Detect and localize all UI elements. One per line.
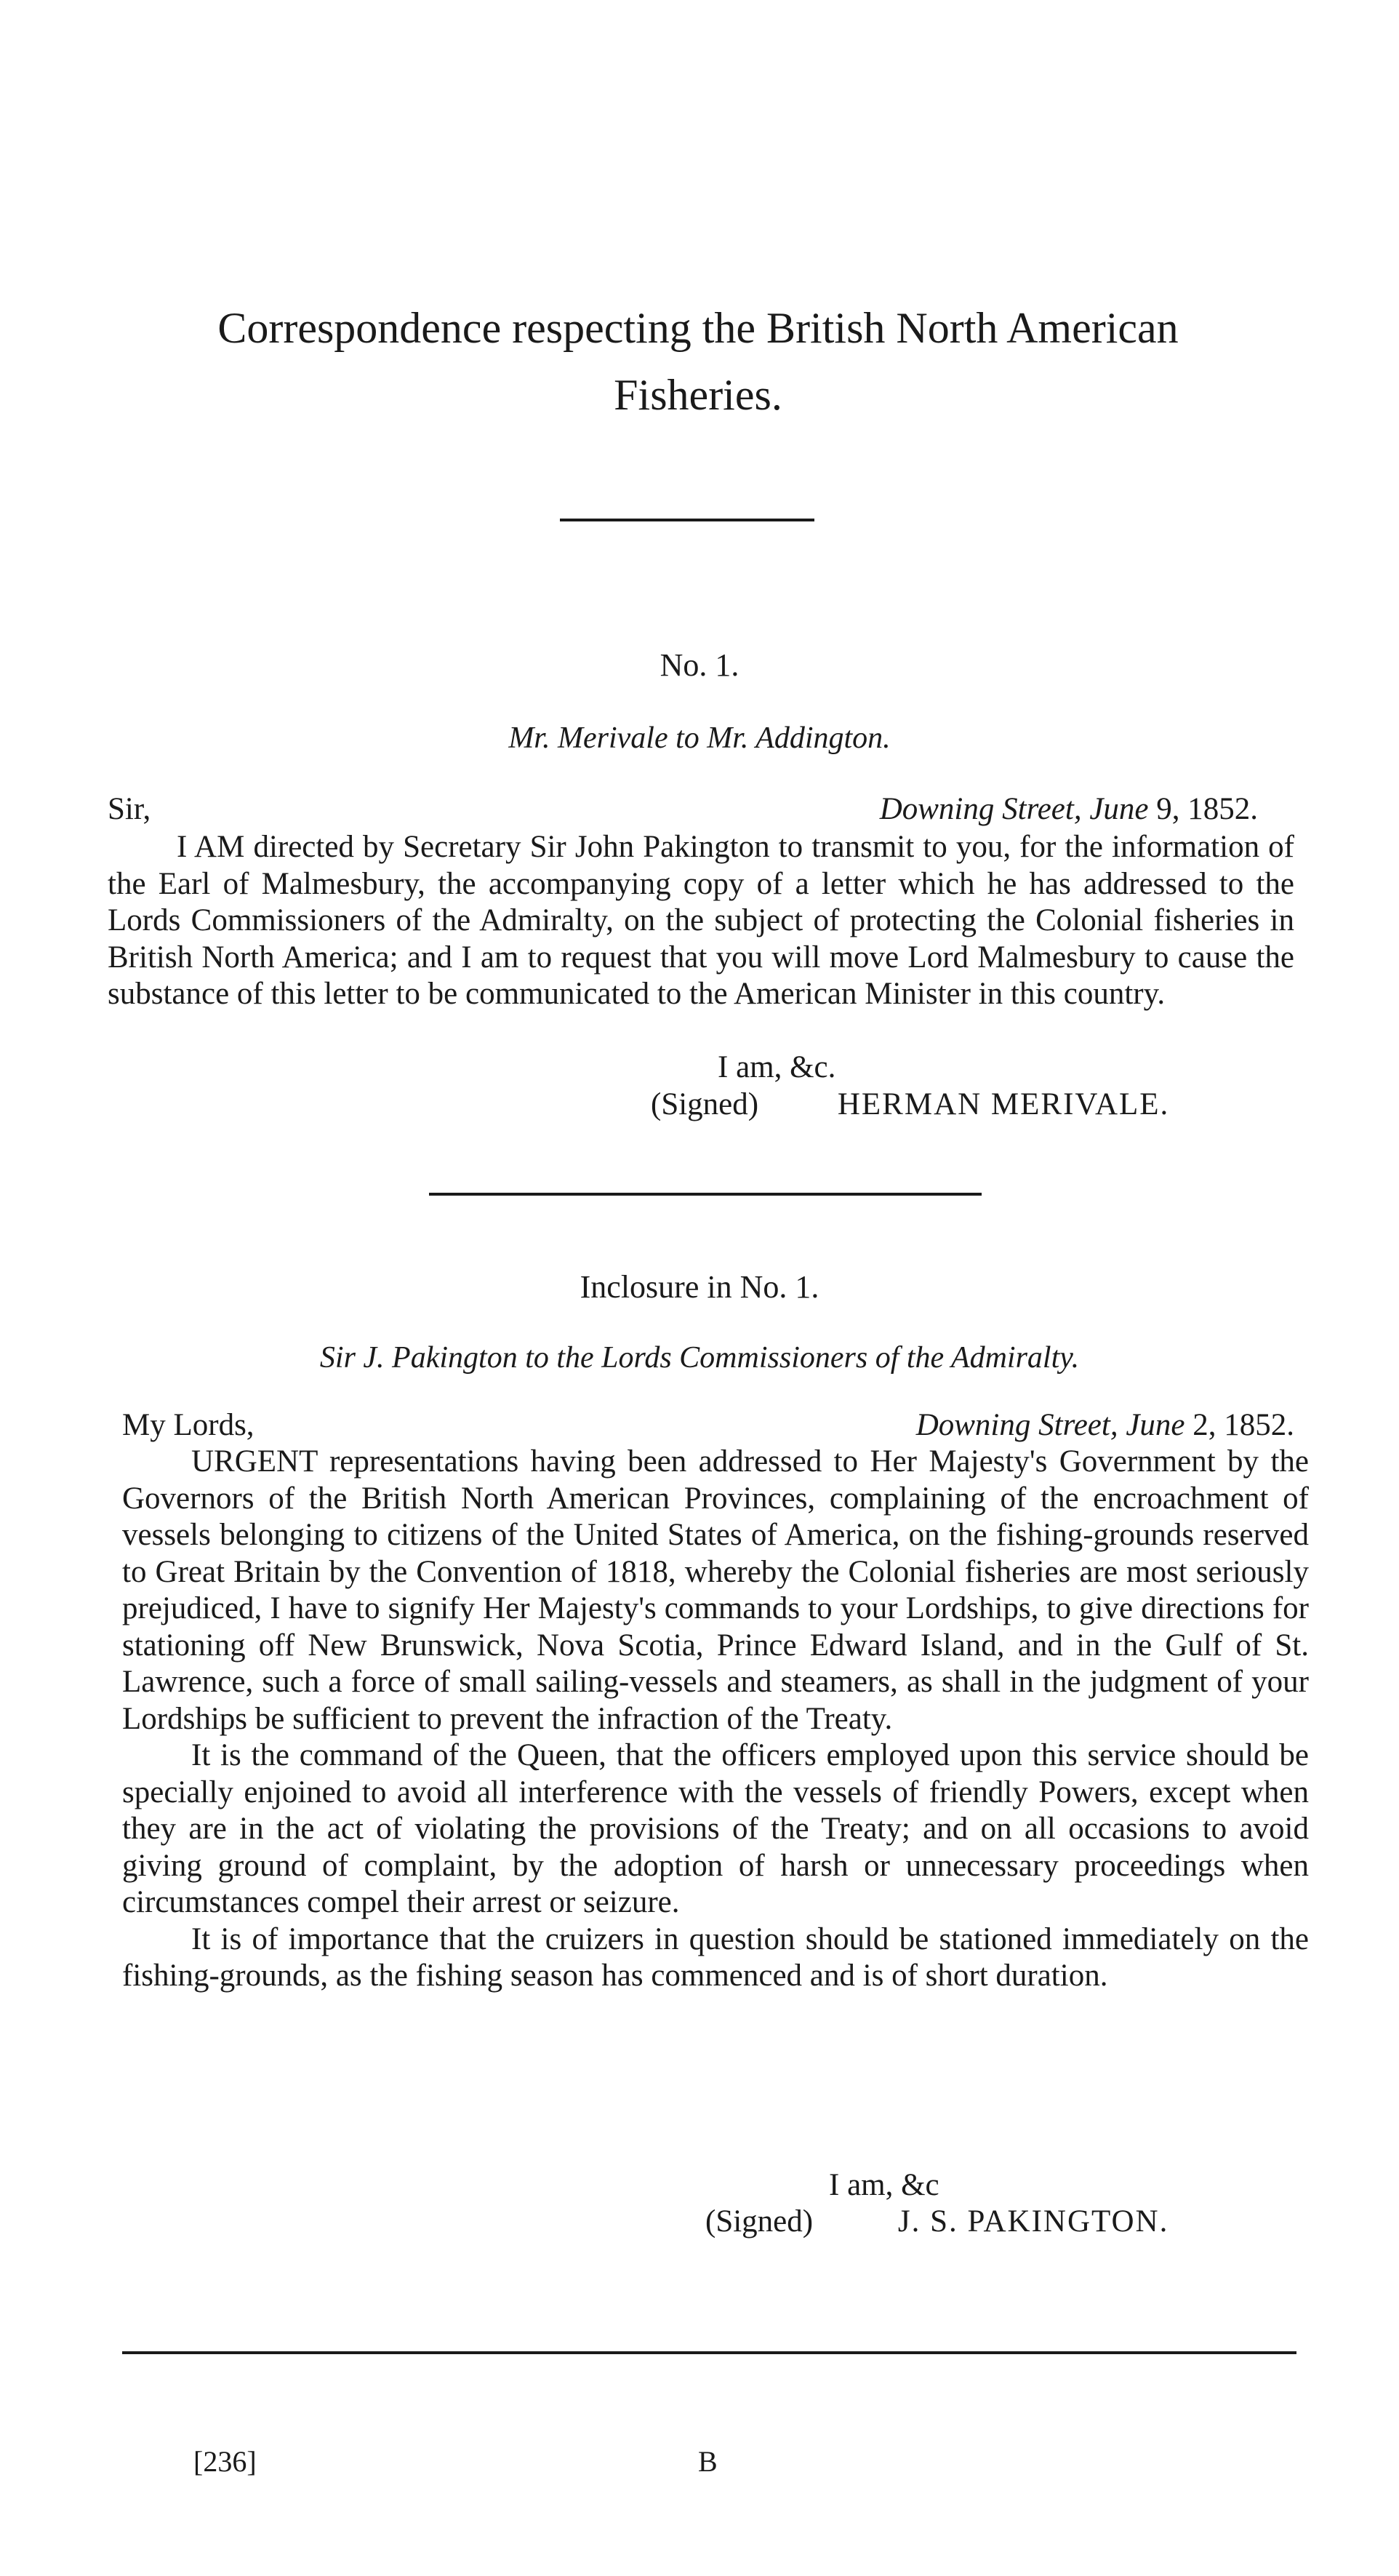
dateline-day-year: 9, 1852. bbox=[1156, 792, 1258, 826]
title-divider bbox=[560, 519, 814, 521]
dateline-day-year: 2, 1852. bbox=[1192, 1408, 1294, 1442]
signatory-name: HERMAN MERIVALE. bbox=[837, 1087, 1170, 1121]
inclosure-body bbox=[122, 1444, 1309, 1995]
signed-label: (Signed) bbox=[651, 1087, 759, 1121]
footer-divider bbox=[122, 2351, 1296, 2354]
inclosure-paragraph: It is the command of the Queen, that the officers employed upon this service should be specially enjoined to avoid all interference with the vessels of friendly Powers, except when they are in the act of violating the provisions of the Treaty; and on all occasions to avoid giving ground of complaint, by the adoption of harsh or unnecessary proceedings when circumstances compel their arrest or seizure. bbox=[122, 1738, 1309, 1919]
title-line-2: Fisheries. bbox=[614, 371, 782, 419]
print-number: [236] bbox=[193, 2445, 257, 2478]
dateline-place: Downing Street, bbox=[879, 792, 1082, 826]
signature-mark: B bbox=[698, 2445, 718, 2478]
letter-body bbox=[108, 829, 1294, 1013]
inclosure-paragraph: URGENT representations having been addressed to Her Majesty's Government by the Governors of the British North American Provinces, complaining of the encroachment of vessels belonging to citizens of the United States of America, on the fishing-grounds reserved to Great Britain by the Convention of 1818, whereby the Colonial fisheries are most seriously prejudiced, I have to signify Her Majesty's commands to your Lordships, to give directions for stationing off New Brunswick, Nova Scotia, Prince Edward Island, and in the Gulf of St. Lawrence, such a force of small sailing-vessels and steamers, as shall in the judgment of your Lordships be sufficient to prevent the infraction of the Treaty. bbox=[122, 1444, 1309, 1736]
letter-signature bbox=[651, 1087, 1305, 1124]
section-divider bbox=[429, 1193, 982, 1196]
dateline-place: Downing Street, bbox=[915, 1408, 1118, 1442]
letter-salutation: Sir, bbox=[108, 792, 151, 826]
letter-number: No. 1. bbox=[660, 647, 739, 683]
letter-closing: I am, &c. bbox=[718, 1050, 836, 1084]
inclosure-number: Inclosure in No. 1. bbox=[580, 1269, 819, 1305]
signed-label: (Signed) bbox=[705, 2204, 814, 2239]
title-line-1: Correspondence respecting the British North American bbox=[217, 304, 1179, 352]
inclosure-closing: I am, &c bbox=[829, 2168, 939, 2202]
inclosure-dateline bbox=[800, 1407, 1294, 1444]
inclosure-signature bbox=[705, 2204, 1345, 2241]
dateline-month: June bbox=[1089, 792, 1149, 826]
letter-paragraph: I AM directed by Secretary Sir John Pakington to transmit to you, for the information of the Earl of Malmesbury, the accompanying copy of a letter which he has addressed to the Lords Commissioners of the Admiralty, on the subject of protecting the Colonial fisheries in British North America; and I am to request that you will move Lord Malmesbury to cause the substance of this letter to be communicated to the American Minister in this country. bbox=[108, 830, 1294, 1011]
inclosure-paragraph: It is of importance that the cruizers in question should be stationed immediately on the fishing-grounds, as the fishing season has commenced and is of short duration. bbox=[122, 1921, 1309, 1993]
document-title bbox=[87, 295, 1309, 428]
letter-heading: Mr. Merivale to Mr. Addington. bbox=[508, 721, 891, 755]
dateline-month: June bbox=[1126, 1408, 1185, 1442]
inclosure-salutation: My Lords, bbox=[122, 1408, 254, 1442]
inclosure-heading: Sir J. Pakington to the Lords Commissioners of the Admiralty. bbox=[319, 1341, 1080, 1375]
letter-dateline bbox=[800, 791, 1258, 828]
signatory-name: J. S. PAKINGTON. bbox=[897, 2204, 1169, 2239]
